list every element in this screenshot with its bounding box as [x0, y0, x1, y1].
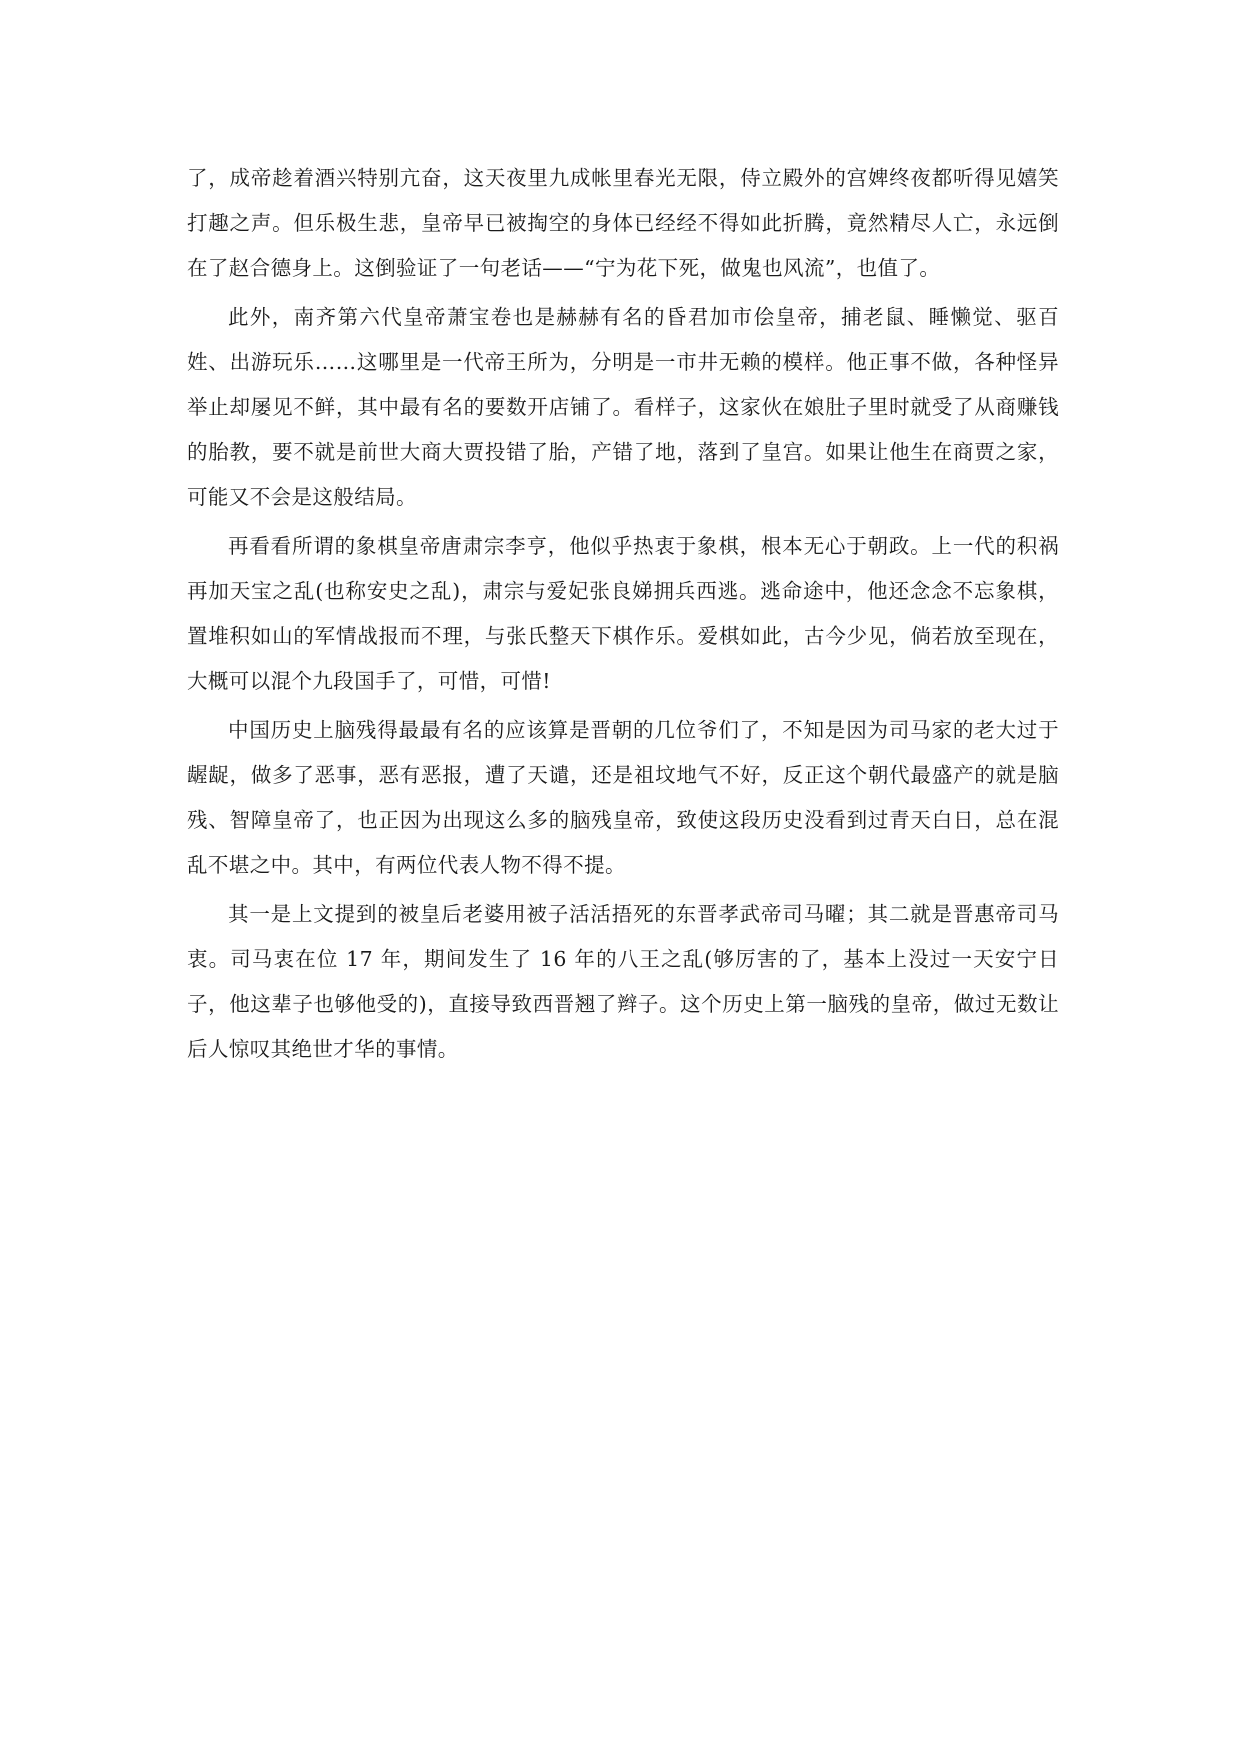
paragraph-sima-zhong: 其一是上文提到的被皇后老婆用被子活活捂死的东晋孝武帝司马曜；其二就是晋惠帝司马衷。司马衷在位 17 年，期间发生了 16 年的八王之乱(够厉害的了，基本上没过一天安宁日子，他这辈子也够他受的)，直接导致西晋翘了辫子。这个历史上第一脑残的皇帝，做过无数让后人惊叹其绝世才华的事情。: [187, 902, 1059, 1061]
paragraph-jin-dynasty: 中国历史上脑残得最最有名的应该算是晋朝的几位爷们了，不知是因为司马家的老大过于龌龊，做多了恶事，恶有恶报，遭了天谴，还是祖坟地气不好，反正这个朝代最盛产的就是脑残、智障皇帝了，也正因为出现这么多的脑残皇帝，致使这段历史没看到过青天白日，总在混乱不堪之中。其中，有两位代表人物不得不提。: [187, 718, 1059, 877]
paragraph-tang-suzong: 再看看所谓的象棋皇帝唐肃宗李亨，他似乎热衷于象棋，根本无心于朝政。上一代的积祸再加天宝之乱(也称安史之乱)，肃宗与爱妃张良娣拥兵西逃。逃命途中，他还念念不忘象棋，置堆积如山的军情战报而不理，与张氏整天下棋作乐。爱棋如此，古今少见，倘若放至现在，大概可以混个九段国手了，可惜，可惜!: [187, 534, 1059, 693]
document-body: [187, 156, 1059, 1072]
paragraph-continued: 了，成帝趁着酒兴特别亢奋，这天夜里九成帐里春光无限，侍立殿外的宫婢终夜都听得见嬉笑打趣之声。但乐极生悲，皇帝早已被掏空的身体已经经不得如此折腾，竟然精尽人亡，永远倒在了赵合德身上。这倒验证了一句老话——“宁为花下死，做鬼也风流”，也值了。: [187, 166, 1059, 280]
paragraph-xiao-baojuan: 此外，南齐第六代皇帝萧宝卷也是赫赫有名的昏君加市侩皇帝，捕老鼠、睡懒觉、驱百姓、出游玩乐……这哪里是一代帝王所为，分明是一市井无赖的模样。他正事不做，各种怪异举止却屡见不鲜，其中最有名的要数开店铺了。看样子，这家伙在娘肚子里时就受了从商赚钱的胎教，要不就是前世大商大贾投错了胎，产错了地，落到了皇宫。如果让他生在商贾之家，可能又不会是这般结局。: [187, 305, 1059, 509]
